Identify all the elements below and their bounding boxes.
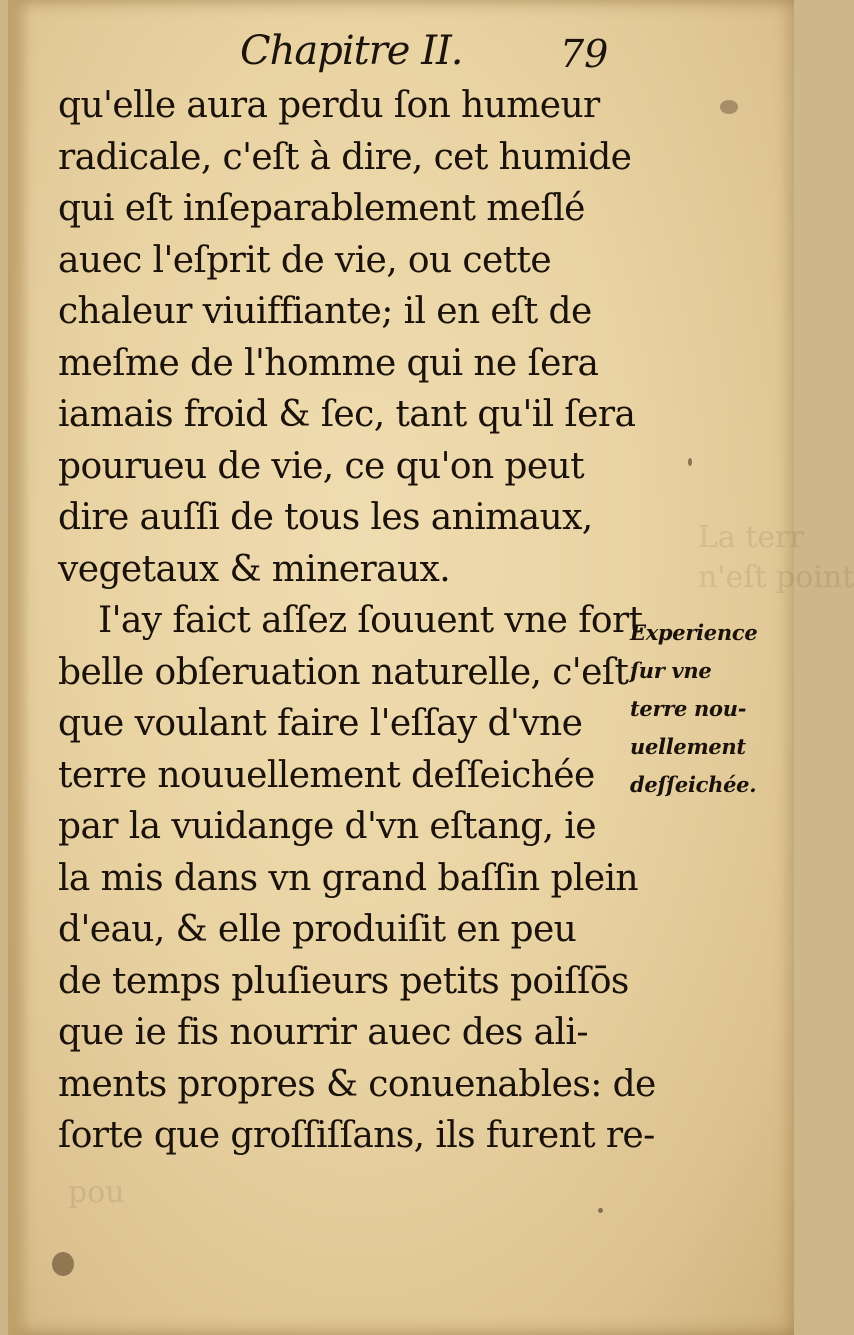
marginal-note-line: deſſeichée. (630, 772, 757, 797)
show-through-text: n'eſt point (698, 560, 854, 595)
running-head (240, 28, 620, 88)
text-line: iamais froid & ſec, tant qu'il ſera (58, 394, 636, 435)
text-line: d'eau, & elle produiſit en peu (58, 909, 577, 950)
text-line: radicale, c'eſt à dire, cet humide (58, 136, 632, 178)
book-page (8, 0, 854, 1335)
text-line: ments propres & conuenables: de (58, 1063, 656, 1105)
marginal-note-line: Experience (630, 620, 758, 645)
page-gutter (8, 0, 30, 1335)
text-line: pourueu de vie, ce qu'on peut (58, 445, 585, 487)
ink-speck (598, 1208, 603, 1213)
ink-speck (720, 100, 738, 114)
marginal-note-line: uellement (630, 734, 746, 759)
paragraph-start-line: I'ay faict aſſez ſouuent vne fort (98, 600, 643, 641)
text-line: par la vuidange d'vn eſtang, ie (58, 806, 596, 847)
page-number: 79 (560, 32, 609, 76)
text-line: que ie fis nourrir auec des ali- (58, 1012, 588, 1053)
text-line: dire auſſi de tous les animaux, (58, 497, 593, 538)
marginal-note-line: terre nou- (630, 696, 747, 721)
text-line: qui eſt inſeparablement meſlé (58, 188, 585, 229)
show-through-text: pou (68, 1175, 125, 1210)
text-line: que voulant faire l'eſſay d'vne (58, 703, 583, 744)
text-line: vegetaux & mineraux. (58, 548, 451, 590)
text-line: de temps pluſieurs petits poiſſōs (58, 960, 629, 1002)
text-line: qu'elle aura perdu ſon humeur (58, 85, 600, 126)
ink-speck (52, 1252, 74, 1276)
text-line: ſorte que groſſiſſans, ils furent re- (58, 1115, 655, 1156)
show-through-text: La terr (698, 520, 804, 555)
text-line: meſme de l'homme qui ne ſera (58, 342, 599, 384)
text-line: chaleur viuiffiante; il en eſt de (58, 291, 592, 332)
marginal-note-line: ſur vne (630, 658, 712, 683)
marginal-note (630, 614, 790, 804)
body-text (58, 80, 656, 1162)
ink-speck (688, 458, 692, 466)
text-line: la mis dans vn grand baſſin plein (58, 857, 639, 899)
text-line: auec l'eſprit de vie, ou cette (58, 239, 552, 281)
chapter-title: Chapitre II. (240, 28, 463, 74)
text-line: belle obſeruation naturelle, c'eſt (58, 651, 629, 693)
text-line: terre nouuellement deſſeichée (58, 754, 595, 796)
